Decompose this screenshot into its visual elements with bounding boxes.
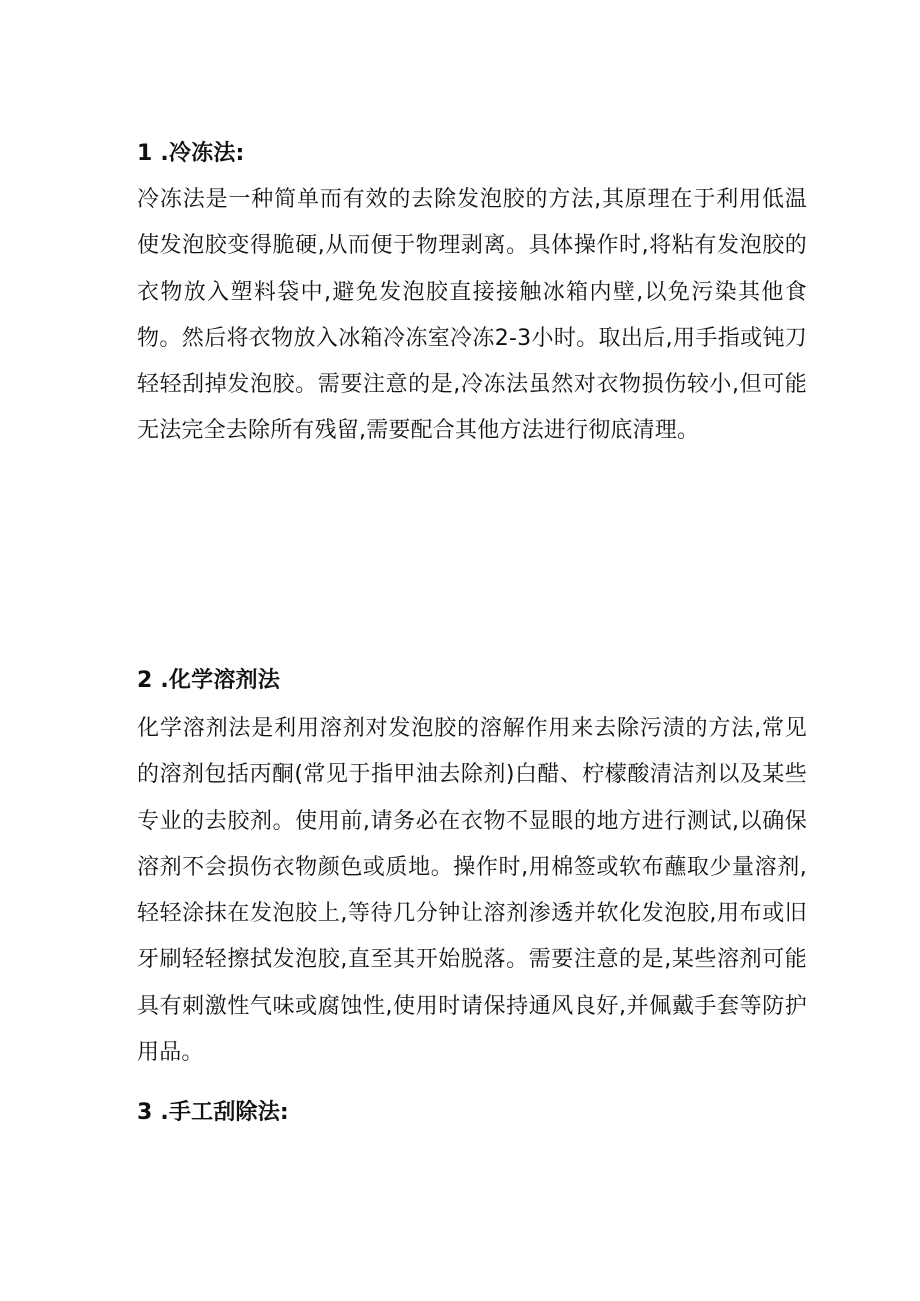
- section-heading-freezing: 1 .冷冻法:: [137, 141, 245, 166]
- section-body-chemical-solvent: 化学溶剂法是利用溶剂对发泡胶的溶解作用来去除污渍的方法,常见的溶剂包括丙酮(常见于指甲油去除剂)白醋、柠檬酸清洁剂以及某些专业的去胶剂。使用前,请务必在衣物不显眼的地方进行测试,以确保溶剂不会损伤衣物颜色或质地。操作时,用棉签或软布蘸取少量溶剂,轻轻涂抹在发泡胶上,等待几分钟让溶剂渗透并软化发泡胶,用布或旧牙刷轻轻擦拭发泡胶,直至其开始脱落。需要注意的是,某些溶剂可能具有刺激性气味或腐蚀性,使用时请保持通风良好,并佩戴手套等防护用品。: [137, 716, 807, 1066]
- section-heading-manual-scraping: 3 .手工刮除法:: [137, 1100, 289, 1125]
- section-body-freezing: 冷冻法是一种简单而有效的去除发泡胶的方法,其原理在于利用低温使发泡胶变得脆硬,从而便于物理剥离。具体操作时,将粘有发泡胶的衣物放入塑料袋中,避免发泡胶直接接触冰箱内壁,以免污染其他食物。然后将衣物放入冰箱冷冻室冷冻2-3小时。取出后,用手指或钝刀轻轻刮掉发泡胶。需要注意的是,冷冻法虽然对衣物损伤较小,但可能无法完全去除所有残留,需要配合其他方法进行彻底清理。: [137, 187, 807, 444]
- section-heading-chemical-solvent: 2 .化学溶剂法: [137, 668, 280, 693]
